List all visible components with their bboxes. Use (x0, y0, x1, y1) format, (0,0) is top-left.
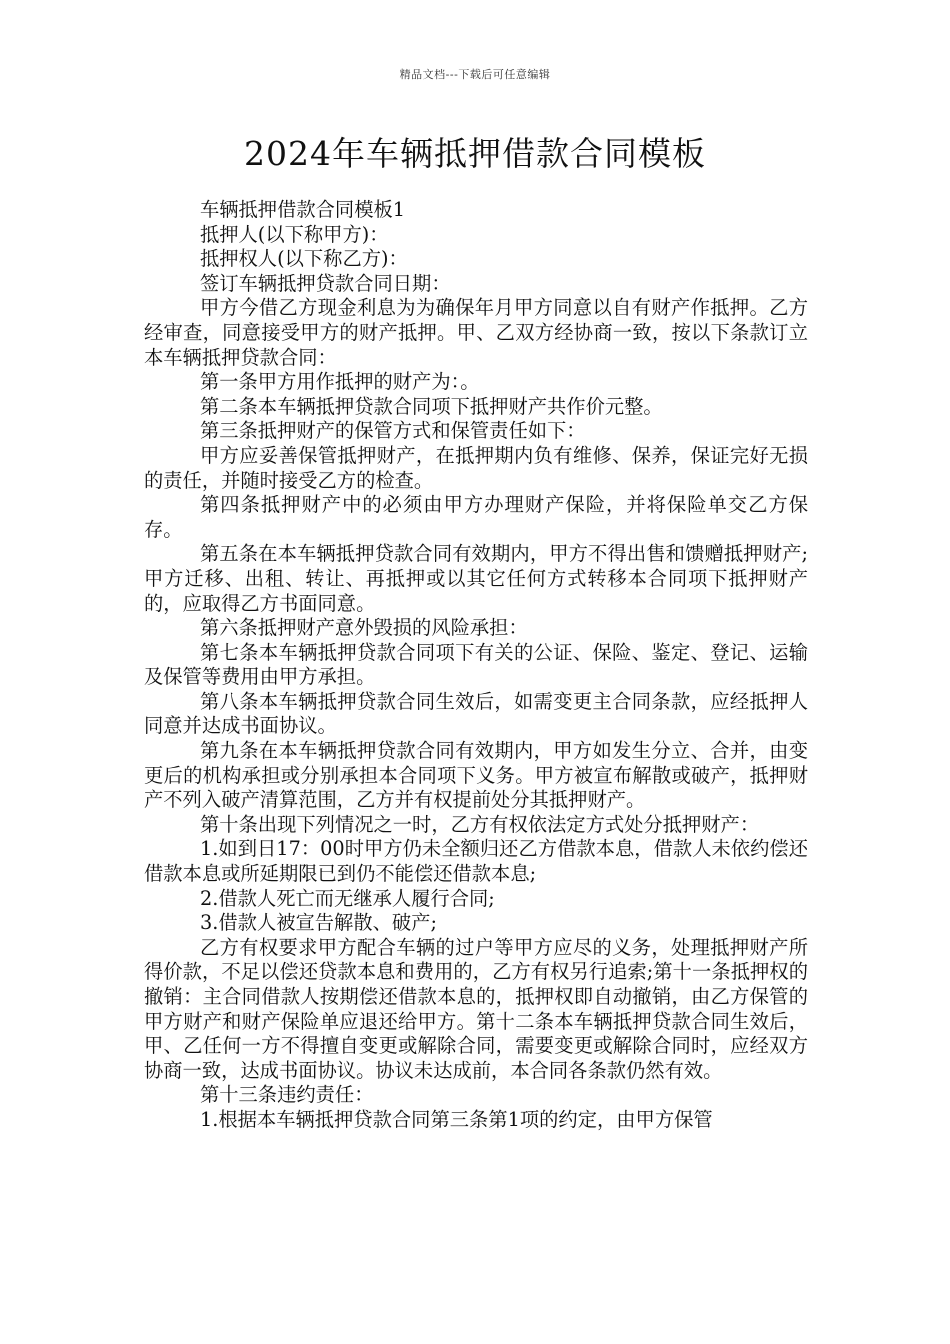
paragraph: 第十三条违约责任： (199, 1083, 374, 1107)
paragraph: 第二条本车辆抵押贷款合同项下抵押财产共作价元整。 (199, 394, 663, 418)
paragraph: 2.借款人死亡而无继承人履行合同; (199, 886, 495, 910)
document-body (144, 198, 808, 1133)
paragraph: 第八条本车辆抵押贷款合同生效后，如需变更主合同条款，应经抵押人同意并达成书面协议。 (144, 689, 808, 738)
paragraph: 3.借款人被宣告解散、破产; (199, 911, 437, 935)
paragraph: 乙方有权要求甲方配合车辆的过户等甲方应尽的义务，处理抵押财产所得价款，不足以偿还贷款本息和费用的，乙方有权另行追索;第十一条抵押权的撤销：主合同借款人按期偿还借款本息的，抵押权即自动撤销，由乙方保管的甲方财产和财产保险单应退还给甲方。第十二条本车辆抵押贷款合同生效后，甲、乙任何一方不得擅自变更或解除合同，需要变更或解除合同时，应经双方协商一致，达成书面协议。协议未达成前，本合同各条款仍然有效。 (144, 935, 808, 1082)
paragraph: 第五条在本车辆抵押贷款合同有效期内，甲方不得出售和馈赠抵押财产;甲方迁移、出租、转让、再抵押或以其它任何方式转移本合同项下抵押财产的，应取得乙方书面同意。 (144, 542, 808, 615)
paragraph: 第九条在本车辆抵押贷款合同有效期内，甲方如发生分立、合并，由变更后的机构承担或分别承担本合同项下义务。甲方被宣布解散或破产，抵押财产不列入破产清算范围，乙方并有权提前处分其抵押财产。 (144, 739, 808, 812)
paragraph: 第七条本车辆抵押贷款合同项下有关的公证、保险、鉴定、登记、运输及保管等费用由甲方承担。 (144, 640, 808, 689)
paragraph: 1.根据本车辆抵押贷款合同第三条第1项的约定，由甲方保管 (199, 1107, 713, 1131)
paragraph: 抵押人(以下称甲方)： (199, 222, 389, 246)
paragraph: 车辆抵押借款合同模板1 (199, 198, 406, 221)
paragraph: 第十条出现下列情况之一时，乙方有权依法定方式处分抵押财产： (199, 812, 760, 836)
paragraph: 1.如到日17：00时甲方仍未全额归还乙方借款本息，借款人未依约偿还借款本息或所延期限已到仍不能偿还借款本息; (144, 837, 808, 886)
paragraph: 签订车辆抵押贷款合同日期： (199, 271, 451, 295)
page-header-note: 精品文档---下载后可任意编辑 (399, 68, 551, 81)
paragraph: 甲方今借乙方现金利息为为确保年月甲方同意以自有财产作抵押。乙方经审查，同意接受甲方的财产抵押。甲、乙双方经协商一致，按以下条款订立本车辆抵押贷款合同： (144, 296, 808, 369)
document-title: 2024年车辆抵押借款合同模板 (244, 134, 706, 173)
paragraph: 第一条甲方用作抵押的财产为：。 (199, 370, 480, 394)
paragraph: 第三条抵押财产的保管方式和保管责任如下： (199, 419, 586, 443)
paragraph: 第六条抵押财产意外毁损的风险承担： (199, 616, 528, 640)
paragraph: 第四条抵押财产中的必须由甲方办理财产保险，并将保险单交乙方保存。 (144, 493, 808, 541)
paragraph: 抵押权人(以下称乙方)： (199, 247, 408, 271)
paragraph: 甲方应妥善保管抵押财产，在抵押期内负有维修、保养，保证完好无损的责任，并随时接受乙方的检查。 (144, 443, 808, 492)
